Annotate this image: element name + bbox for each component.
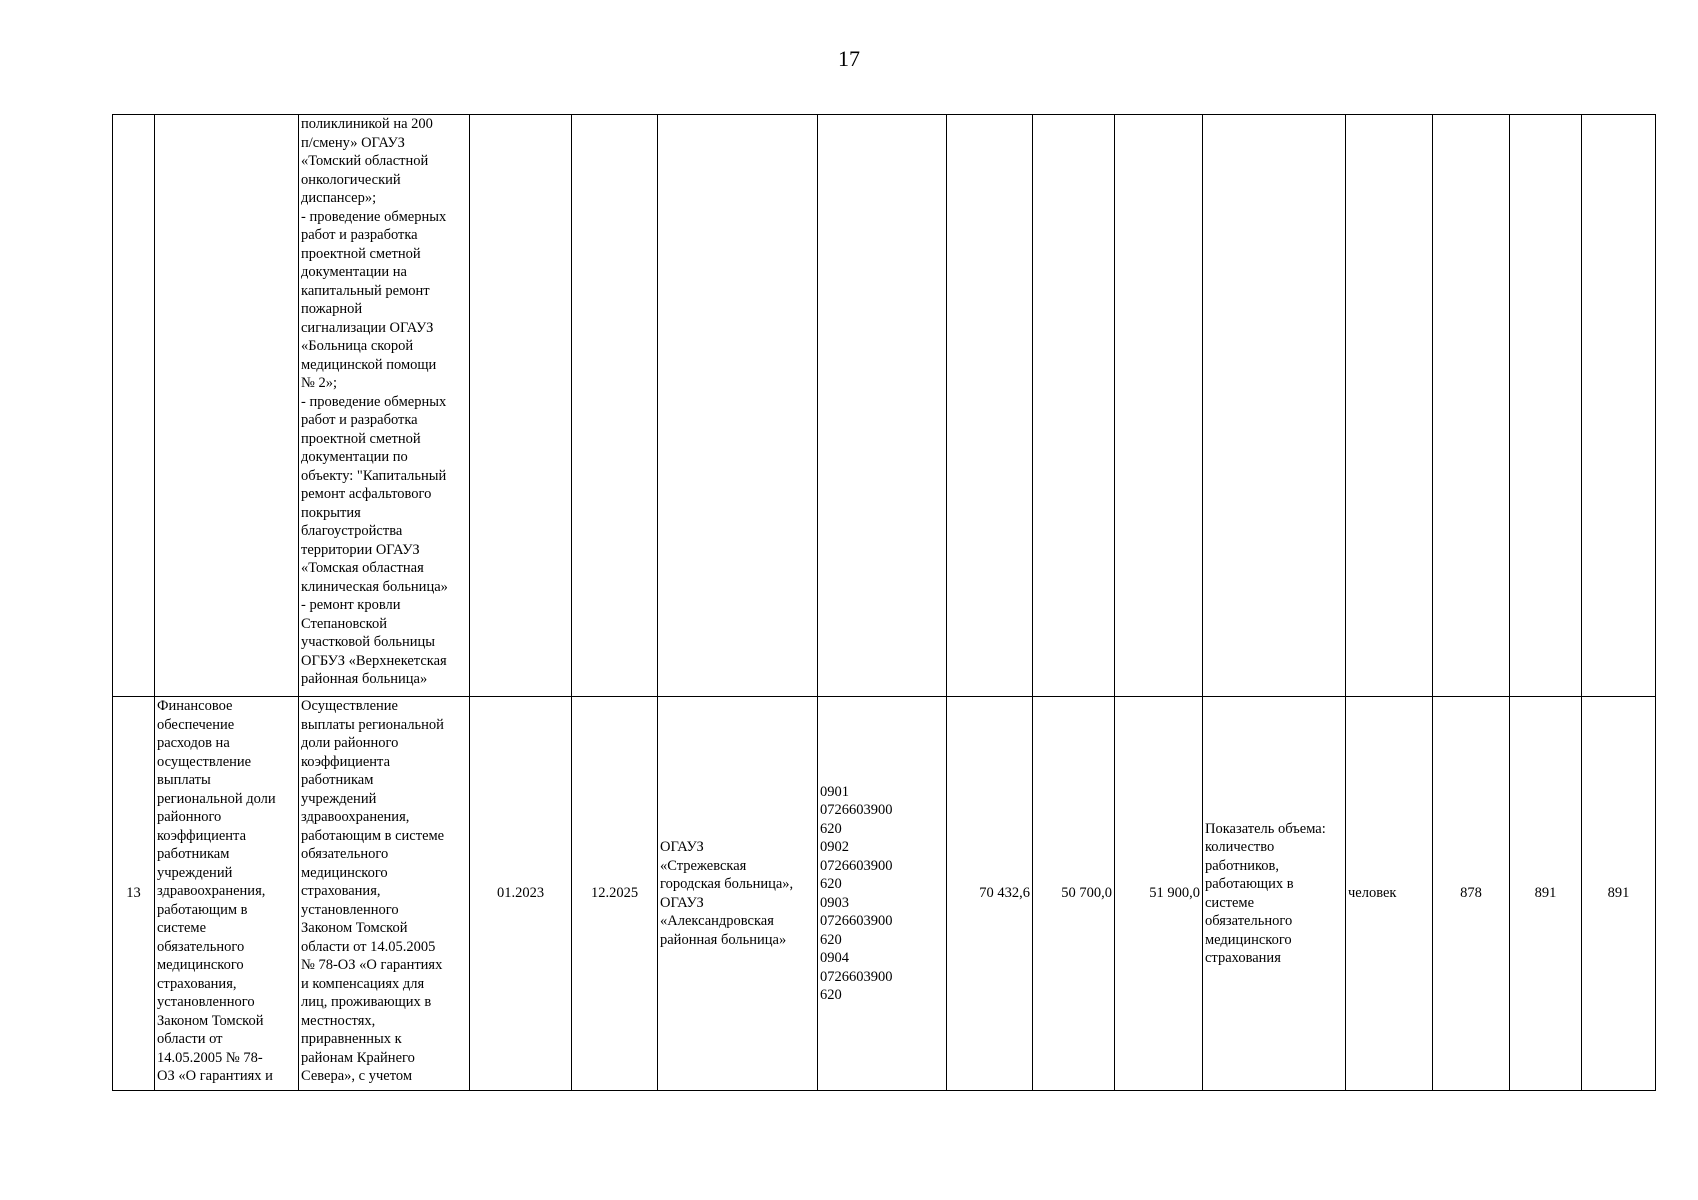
- program-table: [112, 114, 1656, 1091]
- row-number-cell: 13: [113, 697, 155, 1091]
- table-row: [113, 115, 1656, 697]
- table-row: [113, 697, 1656, 1091]
- executor-cell: ОГАУЗ «Стрежевская городская больница», ОГАУЗ «Александровская районная больница»: [658, 697, 818, 1091]
- indicator-cell: Показатель объема: количество работников, работающих в системе обязательного медицинского страхования: [1203, 697, 1346, 1091]
- amount-cell-3: [1115, 115, 1203, 697]
- row-number-cell: [113, 115, 155, 697]
- activity-cell: Осуществление выплаты региональной доли районного коэффициента работникам учреждений здравоохранения, работающим в системе обязательного медицинского страхования, установленного Законом Томской области от 14.05.2005 № 78-ОЗ «О гарантиях и компенсациях для лиц, проживающих в местностях, приравненных к районам Крайнего Севера», с учетом: [299, 697, 470, 1091]
- activity-cell: поликлиникой на 200 п/смену» ОГАУЗ «Томский областной онкологический диспансер»; - проведение обмерных работ и разработка проектной сметной документации на капитальный ремонт пожарной сигнализации ОГАУЗ «Больница скорой медицинской помощи № 2»; - проведение обмерных работ и разработка проектной сметной документации по объекту: "Капитальный ремонт асфальтового покрытия благоустройства территории ОГАУЗ «Томская областная клиническая больница» - ремонт кровли Степановской участковой больницы ОГБУЗ «Верхнекетская районная больница»: [299, 115, 470, 697]
- indicator-value-3: 891: [1582, 697, 1656, 1091]
- indicator-value-3: [1582, 115, 1656, 697]
- amount-cell-3: 51 900,0: [1115, 697, 1203, 1091]
- indicator-value-2: [1510, 115, 1582, 697]
- indicator-value-2: 891: [1510, 697, 1582, 1091]
- amount-cell-2: 50 700,0: [1033, 697, 1115, 1091]
- unit-cell: человек: [1346, 697, 1433, 1091]
- amount-cell-1: [947, 115, 1033, 697]
- indicator-cell: [1203, 115, 1346, 697]
- event-name-cell: Финансовое обеспечение расходов на осуществление выплаты региональной доли районного коэффициента работникам учреждений здравоохранения, работающим в системе обязательного медицинского страхования, установленного Законом Томской области от 14.05.2005 № 78- ОЗ «О гарантиях и: [155, 697, 299, 1091]
- unit-cell: [1346, 115, 1433, 697]
- start-date-cell: [470, 115, 572, 697]
- budget-codes-cell: 0901 0726603900 620 0902 0726603900 620 0903 0726603900 620 0904 0726603900 620: [818, 697, 947, 1091]
- amount-cell-2: [1033, 115, 1115, 697]
- end-date-cell: 12.2025: [572, 697, 658, 1091]
- amount-cell-1: 70 432,6: [947, 697, 1033, 1091]
- page-number: 17: [838, 46, 860, 71]
- event-name-cell: [155, 115, 299, 697]
- start-date-cell: 01.2023: [470, 697, 572, 1091]
- indicator-value-1: [1433, 115, 1510, 697]
- executor-cell: [658, 115, 818, 697]
- budget-codes-cell: [818, 115, 947, 697]
- indicator-value-1: 878: [1433, 697, 1510, 1091]
- end-date-cell: [572, 115, 658, 697]
